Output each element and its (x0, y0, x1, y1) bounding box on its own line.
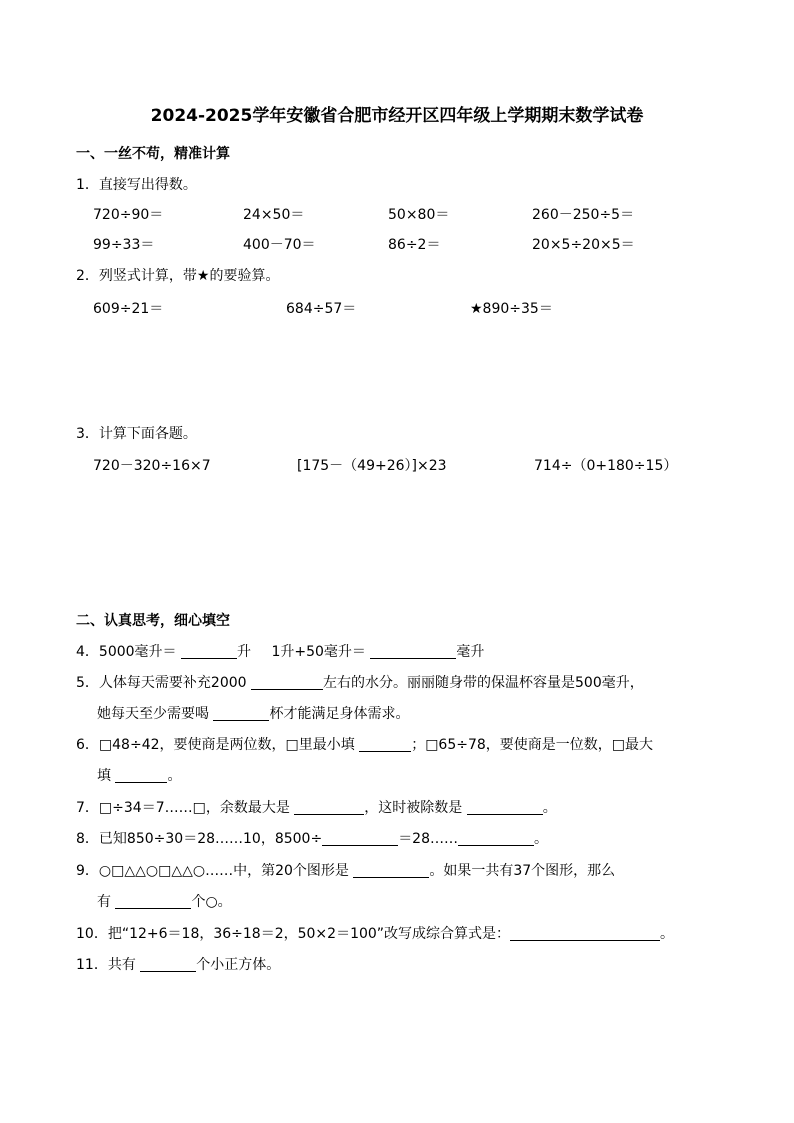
answer-blank[interactable] (510, 926, 660, 941)
section-1-heading: 一、一丝不苟，精准计算 (76, 146, 230, 162)
answer-blank[interactable] (458, 831, 534, 846)
question-text: 有 (97, 894, 111, 910)
answer-blank[interactable] (115, 768, 167, 783)
q2-item: ★890÷35＝ (470, 301, 553, 317)
q1-item: 400－70＝ (243, 237, 316, 253)
question-text: 把“12+6＝18，36÷18＝2，50×2＝100”改写成综合算式是： (107, 926, 511, 942)
q1-item: 24×50＝ (243, 207, 305, 223)
answer-blank[interactable] (322, 831, 398, 846)
answer-blank[interactable] (213, 706, 269, 721)
question-text: 。 (660, 926, 675, 942)
question-text: 5000毫升＝ (98, 644, 177, 660)
question-number: 6． (76, 737, 99, 753)
question-text: 毫升 (456, 644, 485, 660)
question-text: 。如果一共有37个图形，那么 (429, 863, 616, 879)
question-text: 1升+50毫升＝ (271, 644, 366, 660)
q2-item: 609÷21＝ (93, 301, 164, 317)
answer-blank[interactable] (467, 800, 543, 815)
answer-blank[interactable] (140, 957, 196, 972)
q1-item: 86÷2＝ (388, 237, 441, 253)
q3-item: 714÷（0+180÷15） (534, 458, 678, 474)
answer-blank[interactable] (370, 644, 456, 659)
question-number: 4． (76, 644, 99, 660)
question-text: □÷34＝7……□，余数最大是 (98, 800, 290, 816)
question-text: 杯才能满足身体需求。 (269, 706, 410, 722)
question-8 (76, 830, 548, 848)
answer-blank[interactable] (251, 675, 323, 690)
question-text: 个小正方体。 (196, 957, 281, 973)
question-number: 8． (76, 831, 99, 847)
question-10 (76, 925, 674, 943)
question-text: 左右的水分。丽丽随身带的保温杯容量是500毫升， (323, 675, 644, 691)
question-6-line-2 (97, 767, 181, 785)
q3-label: 3．计算下面各题。 (76, 426, 197, 442)
question-7 (76, 799, 557, 817)
q2-item: 684÷57＝ (286, 301, 357, 317)
question-text: 升 (237, 644, 252, 660)
question-number: 7． (76, 800, 99, 816)
question-number: 10． (76, 926, 108, 942)
question-number: 9． (76, 863, 99, 879)
question-text: ○□△△○□△△○……中，第20个图形是 (98, 863, 349, 879)
q2-label: 2．列竖式计算，带★的要验算。 (76, 268, 280, 284)
question-11 (76, 956, 280, 974)
answer-blank[interactable] (294, 800, 364, 815)
question-text: 。 (167, 768, 182, 784)
question-text: 她每天至少需要喝 (97, 706, 209, 722)
question-text: ＝28…… (398, 831, 459, 847)
question-text: 已知850÷30＝28……10，8500÷ (98, 831, 323, 847)
q1-item: 260－250÷5＝ (532, 207, 635, 223)
q1-label: 1．直接写出得数。 (76, 177, 197, 193)
q3-item: 720－320÷16×7 (93, 458, 211, 474)
q1-item: 50×80＝ (388, 207, 450, 223)
answer-blank[interactable] (353, 863, 429, 878)
question-9 (76, 862, 615, 880)
question-number: 5． (76, 675, 99, 691)
q1-item: 99÷33＝ (93, 237, 155, 253)
question-6 (76, 736, 653, 754)
section-2-heading: 二、认真思考，细心填空 (76, 613, 230, 629)
question-text: 个○。 (191, 894, 232, 910)
question-text: 共有 (107, 957, 136, 973)
answer-blank[interactable] (359, 737, 411, 752)
q1-item: 720÷90＝ (93, 207, 164, 223)
question-number: 11． (76, 957, 108, 973)
question-text: ，这时被除数是 (364, 800, 463, 816)
question-text: 填 (97, 768, 111, 784)
q1-item: 20×5÷20×5＝ (532, 237, 635, 253)
question-4 (76, 643, 484, 661)
question-5-line-2 (97, 705, 409, 723)
question-text: 人体每天需要补充2000 (98, 675, 247, 691)
question-text: □48÷42，要使商是两位数，□里最小填 (98, 737, 355, 753)
q3-item: [175－（49+26）]×23 (297, 458, 447, 474)
question-text: ；□65÷78，要使商是一位数，□最大 (411, 737, 654, 753)
question-text: 。 (534, 831, 549, 847)
answer-blank[interactable] (181, 644, 237, 659)
question-text: 。 (542, 800, 557, 816)
question-9-line-2 (97, 893, 232, 911)
answer-blank[interactable] (115, 894, 191, 909)
page-title: 2024-2025学年安徽省合肥市经开区四年级上学期期末数学试卷 (150, 106, 644, 126)
question-5 (76, 674, 644, 692)
